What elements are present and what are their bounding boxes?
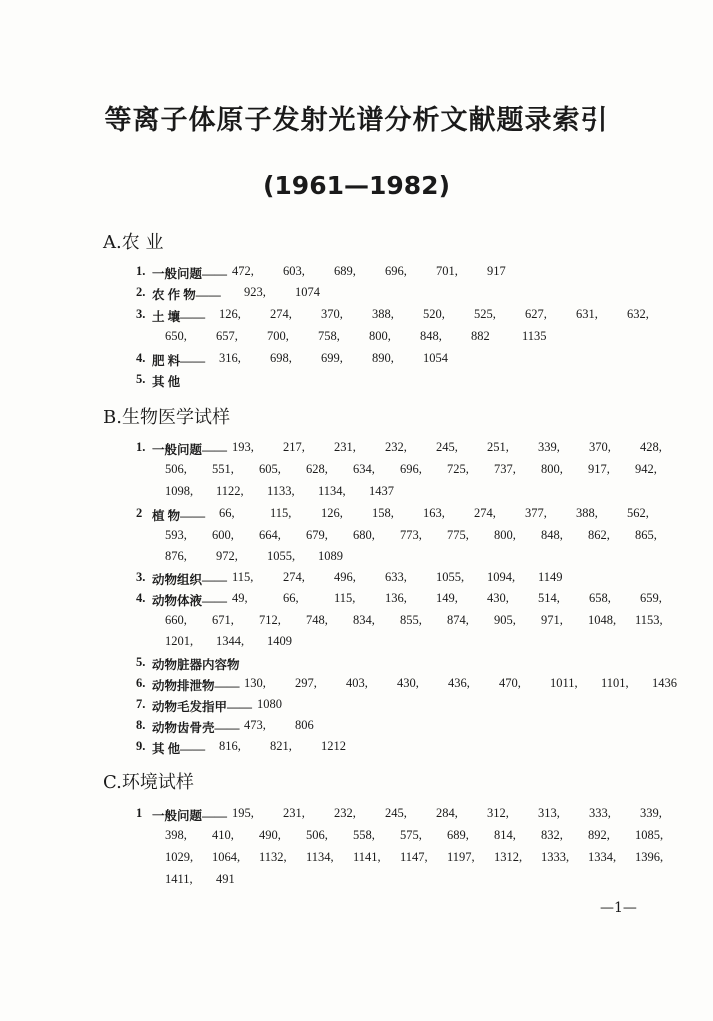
item-label: 植 物—— (152, 509, 206, 523)
reference-number: 428, (640, 440, 662, 454)
reference-number: 491 (216, 872, 235, 886)
reference-number: 696, (400, 462, 422, 476)
reference-number: 575, (400, 828, 422, 842)
index-line (0, 440, 713, 460)
reference-number: 632, (627, 307, 649, 321)
reference-number: 680, (353, 528, 375, 542)
reference-number: 1197, (447, 850, 475, 864)
item-label: 土 壤—— (152, 310, 206, 324)
item-label: 一般问题—— (152, 809, 228, 823)
reference-number: 1054 (423, 351, 448, 365)
index-line (0, 506, 713, 526)
reference-number: 251, (487, 440, 509, 454)
reference-number: 1085, (635, 828, 664, 842)
reference-number: 689, (334, 264, 356, 278)
reference-number: 1122, (216, 484, 244, 498)
reference-number: 231, (283, 806, 305, 820)
reference-number: 700, (267, 329, 289, 343)
reference-number: 905, (494, 613, 516, 627)
reference-number: 398, (165, 828, 187, 842)
index-line (0, 264, 713, 284)
reference-number: 634, (353, 462, 375, 476)
reference-number: 600, (212, 528, 234, 542)
index-line (0, 285, 713, 305)
reference-number: 490, (259, 828, 281, 842)
reference-number: 1411, (165, 872, 193, 886)
reference-number: 339, (640, 806, 662, 820)
index-line (0, 528, 713, 548)
item-label: 肥 料—— (152, 354, 206, 368)
reference-number: 657, (216, 329, 238, 343)
item-label: 其 他—— (152, 742, 206, 756)
reference-number: 284, (436, 806, 458, 820)
item-label: 动物组织—— (152, 573, 228, 587)
item-label: 其 他 (152, 375, 181, 389)
reference-number: 1048, (588, 613, 617, 627)
reference-number: 848, (541, 528, 563, 542)
reference-number: 149, (436, 591, 458, 605)
index-line (0, 329, 713, 349)
item-number: 6. (136, 676, 146, 690)
index-line (0, 549, 713, 569)
reference-number: 972, (216, 549, 238, 563)
page-number: —1— (600, 900, 637, 916)
item-label: 一般问题—— (152, 443, 228, 457)
index-line (0, 570, 713, 590)
reference-number: 737, (494, 462, 516, 476)
reference-number: 1064, (212, 850, 241, 864)
section-heading-a: A.农 业 (103, 232, 164, 253)
reference-number: 1153, (635, 613, 663, 627)
reference-number: 231, (334, 440, 356, 454)
reference-number: 671, (212, 613, 234, 627)
reference-number: 699, (321, 351, 343, 365)
reference-number: 1334, (588, 850, 617, 864)
item-label: 动物体液—— (152, 594, 228, 608)
reference-number: 775, (447, 528, 469, 542)
item-number: 4. (136, 591, 146, 605)
reference-number: 316, (219, 351, 241, 365)
reference-number: 388, (576, 506, 598, 520)
reference-number: 603, (283, 264, 305, 278)
index-line (0, 718, 713, 738)
reference-number: 274, (283, 570, 305, 584)
item-number: 8. (136, 718, 146, 732)
reference-number: 923, (244, 285, 266, 299)
reference-number: 660, (165, 613, 187, 627)
reference-number: 158, (372, 506, 394, 520)
item-label: 一般问题—— (152, 267, 228, 281)
reference-number: 689, (447, 828, 469, 842)
item-number: 5. (136, 655, 146, 669)
index-line (0, 372, 713, 392)
reference-number: 136, (385, 591, 407, 605)
item-number: 5. (136, 372, 146, 386)
reference-number: 696, (385, 264, 407, 278)
reference-number: 1409 (267, 634, 292, 648)
reference-number: 49, (232, 591, 248, 605)
index-line (0, 484, 713, 504)
reference-number: 917 (487, 264, 506, 278)
item-label: 动物齿骨壳—— (152, 721, 240, 735)
reference-number: 1333, (541, 850, 570, 864)
reference-number: 312, (487, 806, 509, 820)
reference-number: 814, (494, 828, 516, 842)
item-number: 3. (136, 570, 146, 584)
index-line (0, 634, 713, 654)
reference-number: 388, (372, 307, 394, 321)
reference-number: 473, (244, 718, 266, 732)
reference-number: 627, (525, 307, 547, 321)
item-number: 3. (136, 307, 146, 321)
reference-number: 245, (385, 806, 407, 820)
reference-number: 126, (321, 506, 343, 520)
reference-number: 1133, (267, 484, 295, 498)
reference-number: 725, (447, 462, 469, 476)
reference-number: 748, (306, 613, 328, 627)
index-line (0, 591, 713, 611)
reference-number: 436, (448, 676, 470, 690)
reference-number: 1212 (321, 739, 346, 753)
item-number: 2 (136, 506, 143, 520)
reference-number: 1344, (216, 634, 245, 648)
section-heading-b: B.生物医学试样 (103, 407, 230, 428)
reference-number: 313, (538, 806, 560, 820)
reference-number: 800, (369, 329, 391, 343)
item-number: 1. (136, 440, 146, 454)
reference-number: 1147, (400, 850, 428, 864)
reference-number: 848, (420, 329, 442, 343)
reference-number: 631, (576, 307, 598, 321)
reference-number: 115, (232, 570, 254, 584)
reference-number: 410, (212, 828, 234, 842)
reference-number: 472, (232, 264, 254, 278)
reference-number: 633, (385, 570, 407, 584)
reference-number: 855, (400, 613, 422, 627)
item-number: 2. (136, 285, 146, 299)
reference-number: 874, (447, 613, 469, 627)
reference-number: 971, (541, 613, 563, 627)
reference-number: 650, (165, 329, 187, 343)
reference-number: 1396, (635, 850, 664, 864)
item-label: 动物排泄物—— (152, 679, 240, 693)
reference-number: 628, (306, 462, 328, 476)
reference-number: 800, (494, 528, 516, 542)
reference-number: 659, (640, 591, 662, 605)
reference-number: 890, (372, 351, 394, 365)
item-number: 1 (136, 806, 143, 820)
reference-number: 1098, (165, 484, 194, 498)
reference-number: 1055, (267, 549, 296, 563)
reference-number: 917, (588, 462, 610, 476)
reference-number: 520, (423, 307, 445, 321)
item-number: 7. (136, 697, 146, 711)
reference-number: 130, (244, 676, 266, 690)
reference-number: 806 (295, 718, 314, 732)
index-line (0, 462, 713, 482)
reference-number: 370, (589, 440, 611, 454)
reference-number: 1011, (550, 676, 578, 690)
reference-number: 514, (538, 591, 560, 605)
reference-number: 1089 (318, 549, 343, 563)
item-label: 动物毛发指甲—— (152, 700, 253, 714)
reference-number: 217, (283, 440, 305, 454)
reference-number: 1141, (353, 850, 381, 864)
reference-number: 1101, (601, 676, 629, 690)
reference-number: 430, (397, 676, 419, 690)
reference-number: 403, (346, 676, 368, 690)
reference-number: 1029, (165, 850, 194, 864)
reference-number: 834, (353, 613, 375, 627)
reference-number: 496, (334, 570, 356, 584)
reference-number: 605, (259, 462, 281, 476)
reference-number: 593, (165, 528, 187, 542)
reference-number: 865, (635, 528, 657, 542)
reference-number: 1436 (652, 676, 677, 690)
index-line (0, 351, 713, 371)
reference-number: 163, (423, 506, 445, 520)
reference-number: 333, (589, 806, 611, 820)
reference-number: 115, (270, 506, 292, 520)
reference-number: 821, (270, 739, 292, 753)
reference-number: 1437 (369, 484, 394, 498)
index-line (0, 676, 713, 696)
reference-number: 551, (212, 462, 234, 476)
item-label: 农 作 物—— (152, 288, 221, 302)
reference-number: 377, (525, 506, 547, 520)
reference-number: 658, (589, 591, 611, 605)
reference-number: 758, (318, 329, 340, 343)
section-heading-c: C.环境试样 (103, 772, 194, 793)
page-title: 等离子体原子发射光谱分析文献题录索引 (104, 105, 609, 136)
index-line (0, 655, 713, 675)
reference-number: 232, (334, 806, 356, 820)
reference-number: 1074 (295, 285, 320, 299)
reference-number: 1135 (522, 329, 547, 343)
reference-number: 1080 (257, 697, 282, 711)
reference-number: 1055, (436, 570, 465, 584)
reference-number: 193, (232, 440, 254, 454)
reference-number: 232, (385, 440, 407, 454)
index-line (0, 828, 713, 848)
index-line (0, 613, 713, 633)
reference-number: 1149 (538, 570, 563, 584)
reference-number: 66, (219, 506, 235, 520)
reference-number: 773, (400, 528, 422, 542)
reference-number: 800, (541, 462, 563, 476)
reference-number: 862, (588, 528, 610, 542)
reference-number: 470, (499, 676, 521, 690)
index-line (0, 806, 713, 826)
reference-number: 701, (436, 264, 458, 278)
reference-number: 126, (219, 307, 241, 321)
page-subtitle: (1961—1982) (262, 171, 450, 200)
index-line (0, 697, 713, 717)
reference-number: 66, (283, 591, 299, 605)
reference-number: 698, (270, 351, 292, 365)
reference-number: 562, (627, 506, 649, 520)
reference-number: 1134, (306, 850, 334, 864)
reference-number: 274, (270, 307, 292, 321)
reference-number: 876, (165, 549, 187, 563)
reference-number: 245, (436, 440, 458, 454)
reference-number: 339, (538, 440, 560, 454)
reference-number: 115, (334, 591, 356, 605)
reference-number: 195, (232, 806, 254, 820)
item-number: 1. (136, 264, 146, 278)
reference-number: 1312, (494, 850, 523, 864)
reference-number: 506, (306, 828, 328, 842)
reference-number: 832, (541, 828, 563, 842)
item-label: 动物脏器内容物 (152, 658, 240, 672)
reference-number: 525, (474, 307, 496, 321)
reference-number: 664, (259, 528, 281, 542)
reference-number: 712, (259, 613, 281, 627)
reference-number: 1094, (487, 570, 516, 584)
reference-number: 1132, (259, 850, 287, 864)
reference-number: 297, (295, 676, 317, 690)
reference-number: 892, (588, 828, 610, 842)
reference-number: 506, (165, 462, 187, 476)
item-number: 4. (136, 351, 146, 365)
reference-number: 942, (635, 462, 657, 476)
index-line (0, 850, 713, 870)
reference-number: 1134, (318, 484, 346, 498)
reference-number: 558, (353, 828, 375, 842)
reference-number: 816, (219, 739, 241, 753)
item-number: 9. (136, 739, 146, 753)
reference-number: 274, (474, 506, 496, 520)
reference-number: 1201, (165, 634, 194, 648)
index-line (0, 739, 713, 759)
reference-number: 430, (487, 591, 509, 605)
reference-number: 370, (321, 307, 343, 321)
reference-number: 679, (306, 528, 328, 542)
reference-number: 882 (471, 329, 490, 343)
index-line (0, 872, 713, 892)
index-line (0, 307, 713, 327)
